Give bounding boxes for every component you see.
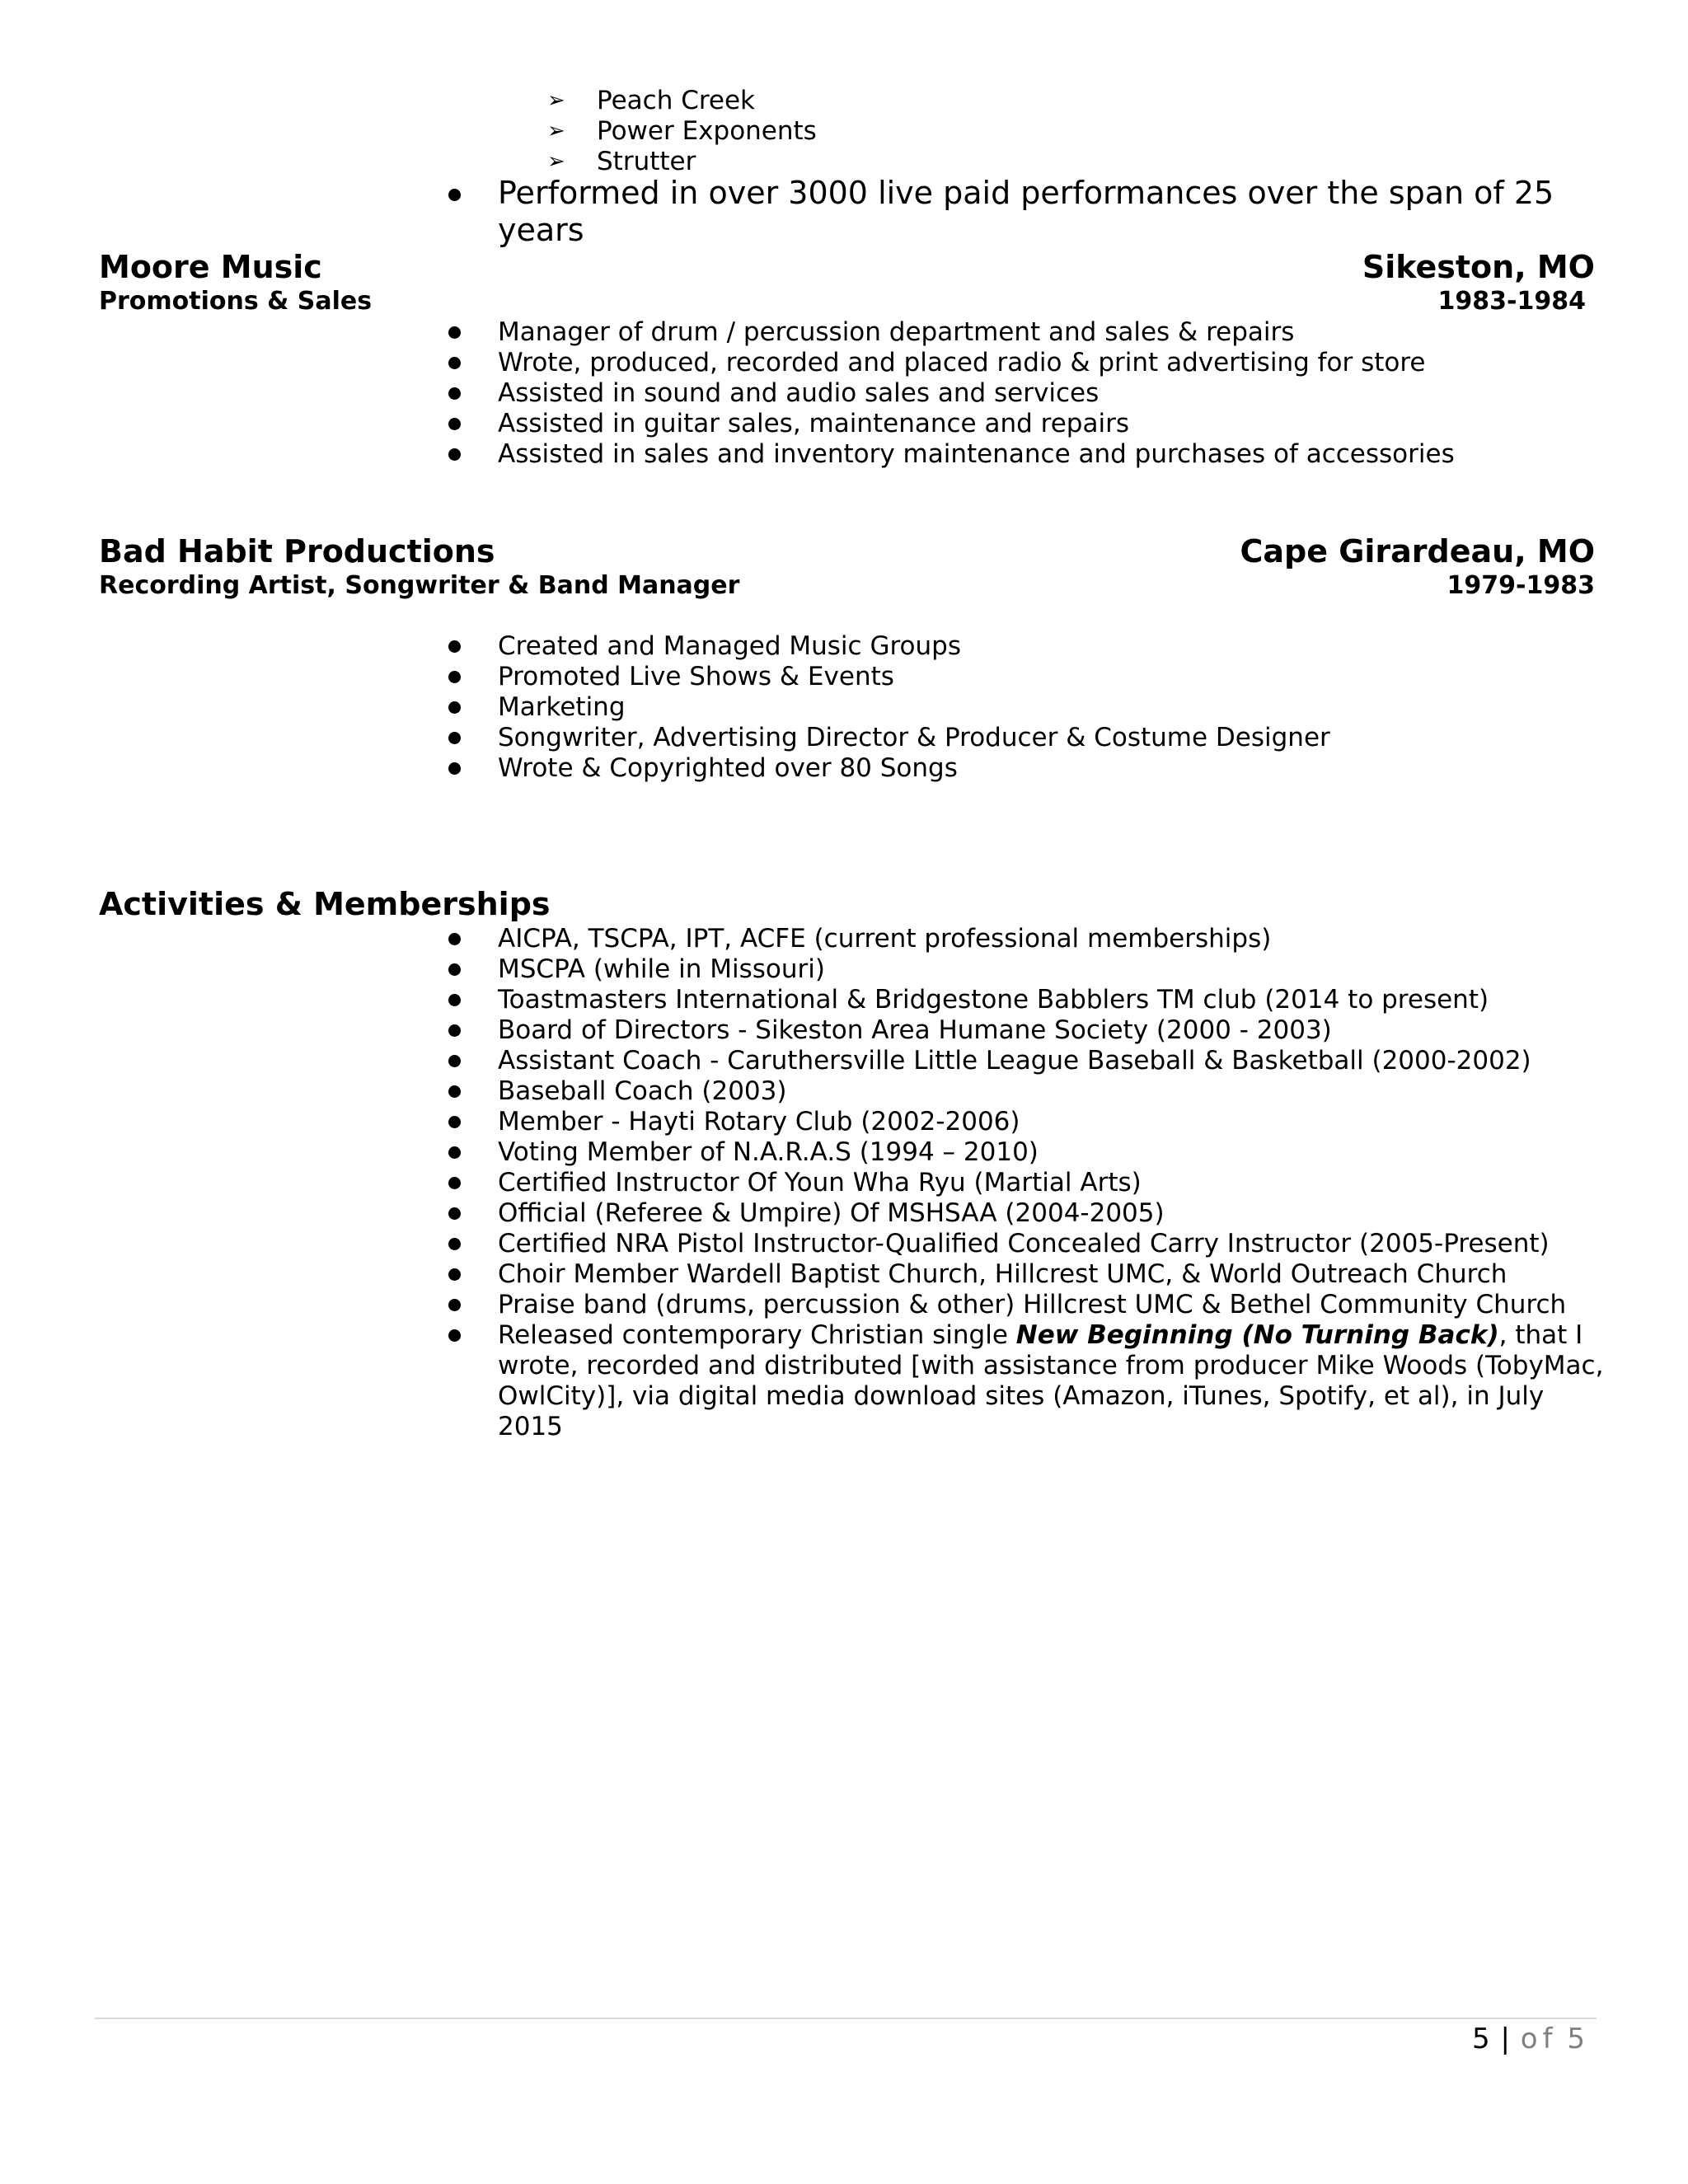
bullet-icon: [448, 1024, 461, 1037]
list-item-text: MSCPA (while in Missouri): [498, 954, 825, 984]
list-item: [498, 1107, 1603, 1137]
arrow-bullet-icon: ➢: [547, 119, 565, 143]
bullet-icon: [448, 1207, 461, 1220]
list-item-text: Strutter: [597, 147, 696, 176]
employer-location: Cape Girardeau, MO: [1240, 533, 1595, 569]
list-item-text: Songwriter, Advertising Director & Producer & Costume Designer: [498, 723, 1330, 752]
list-item: [498, 692, 1330, 723]
performances-bullet: [498, 175, 1611, 249]
bullet-icon: [448, 1268, 461, 1281]
list-item-continuation: [498, 1412, 1603, 1442]
list-item: [498, 348, 1455, 378]
list-item-continuation: [498, 1381, 1603, 1412]
list-item-text: Certified Instructor Of Youn Wha Ryu (Martial Arts): [498, 1168, 1142, 1197]
list-item-text: Board of Directors - Sikeston Area Humane Society (2000 - 2003): [498, 1015, 1332, 1045]
job-dates: 1983-1984: [1437, 287, 1586, 316]
list-item: [498, 1046, 1603, 1076]
list-item: [498, 409, 1455, 439]
list-item-text: Power Exponents: [597, 116, 817, 146]
bullet-icon: [448, 189, 461, 201]
list-item: [547, 116, 817, 147]
release-text-line3: OwlCity)], via digital media download sites (Amazon, iTunes, Spotify, et al), in July: [498, 1381, 1545, 1411]
list-item: [498, 723, 1330, 753]
list-item: [498, 1229, 1603, 1259]
job-title: Promotions & Sales: [99, 287, 373, 316]
bullet-icon: [448, 357, 461, 369]
list-item-text: Member - Hayti Rotary Club (2002-2006): [498, 1107, 1020, 1137]
list-item: [498, 753, 1330, 784]
list-item-single-release: [498, 1320, 1603, 1351]
bullet-icon: [448, 1329, 461, 1342]
list-item: [498, 1290, 1603, 1320]
list-item: [498, 378, 1455, 409]
arrow-bullet-icon: ➢: [547, 149, 565, 174]
list-item-text: Baseball Coach (2003): [498, 1076, 787, 1106]
page-total: 5: [1567, 2022, 1586, 2055]
employer-location: Sikeston, MO: [1362, 249, 1595, 285]
list-item-text: Assisted in guitar sales, maintenance and repairs: [498, 409, 1129, 438]
bullet-icon: [448, 1238, 461, 1250]
release-text-before: Released contemporary Christian single: [498, 1320, 1016, 1350]
bullet-icon: [448, 418, 461, 430]
section-heading: Activities & Memberships: [99, 886, 551, 922]
employer-name: Bad Habit Productions: [99, 533, 495, 569]
bullet-icon: [448, 701, 461, 714]
list-item-text: Wrote & Copyrighted over 80 Songs: [498, 753, 958, 783]
list-item-text: Marketing: [498, 692, 626, 722]
bullet-icon: [448, 1116, 461, 1128]
list-item: [498, 439, 1455, 470]
release-text-after: , that I: [1498, 1320, 1583, 1350]
job-title: Recording Artist, Songwriter & Band Manager: [99, 571, 740, 600]
list-item-text: Praise band (drums, percussion & other) Hillcrest UMC & Bethel Community Church: [498, 1290, 1567, 1319]
bullet-icon: [448, 1299, 461, 1311]
arrow-bullet-icon: ➢: [547, 88, 565, 113]
list-item-text: Promoted Live Shows & Events: [498, 662, 894, 691]
page-current: 5: [1472, 2022, 1491, 2055]
list-item: [498, 924, 1603, 954]
activities-list: [498, 924, 1603, 1442]
bullet-icon: [448, 1085, 461, 1098]
list-item: [498, 1259, 1603, 1290]
list-item: [498, 954, 1603, 985]
page-separator: |: [1500, 2022, 1511, 2055]
bullet-icon: [448, 933, 461, 945]
list-item-text: Peach Creek: [597, 86, 756, 115]
job-duties-list: [498, 631, 1330, 784]
bullet-icon: [448, 994, 461, 1006]
list-item-text: Voting Member of N.A.R.A.S (1994 – 2010): [498, 1137, 1039, 1167]
list-item-continuation: [498, 1351, 1603, 1381]
bullet-icon: [448, 326, 461, 339]
list-item: [498, 631, 1330, 662]
list-item-text: Official (Referee & Umpire) Of MSHSAA (2004-2005): [498, 1198, 1165, 1228]
bullet-icon: [448, 387, 461, 400]
list-item-text: Certified NRA Pistol Instructor-Qualified Concealed Carry Instructor (2005-Present): [498, 1229, 1550, 1258]
job-duties-list: [498, 317, 1455, 470]
bullet-icon: [448, 762, 461, 775]
bullet-icon: [448, 963, 461, 976]
list-item-text: Toastmasters International & Bridgestone Babblers TM club (2014 to present): [498, 985, 1489, 1015]
band-sub-list: [547, 86, 817, 177]
list-item-text: Choir Member Wardell Baptist Church, Hillcrest UMC, & World Outreach Church: [498, 1259, 1507, 1289]
bullet-icon: [448, 448, 461, 461]
bullet-icon: [448, 640, 461, 653]
bullet-icon: [448, 732, 461, 744]
bullet-icon: [448, 1177, 461, 1189]
job-dates: 1979-1983: [1447, 571, 1595, 600]
performances-text: Performed in over 3000 live paid performances over the span of 25 years: [498, 175, 1554, 248]
list-item-text: Assistant Coach - Caruthersville Little League Baseball & Basketball (2000-2002): [498, 1046, 1531, 1076]
bullet-icon: [448, 671, 461, 683]
list-item-text: Wrote, produced, recorded and placed radio & print advertising for store: [498, 348, 1426, 377]
page-of-label: of: [1520, 2022, 1558, 2055]
list-item-text: Manager of drum / percussion department and sales & repairs: [498, 317, 1295, 347]
list-item-text: Assisted in sales and inventory maintenance and purchases of accessories: [498, 439, 1455, 469]
footer-divider: [95, 2018, 1597, 2019]
bullet-icon: [448, 1146, 461, 1159]
list-item: [498, 1015, 1603, 1046]
list-item: [498, 985, 1603, 1015]
list-item: [547, 86, 817, 116]
list-item-text: Assisted in sound and audio sales and services: [498, 378, 1100, 408]
release-text-line4: 2015: [498, 1412, 563, 1441]
list-item: [547, 147, 817, 177]
list-item: [498, 1198, 1603, 1229]
list-item: [498, 662, 1330, 692]
page-number: [1472, 2021, 1586, 2057]
list-item-text: AICPA, TSCPA, IPT, ACFE (current professional memberships): [498, 924, 1272, 954]
list-item: [498, 317, 1455, 348]
list-item: [498, 1076, 1603, 1107]
list-item-text: Created and Managed Music Groups: [498, 631, 961, 661]
employer-name: Moore Music: [99, 249, 322, 285]
list-item: [498, 1168, 1603, 1198]
single-title: New Beginning (No Turning Back): [1015, 1320, 1499, 1350]
bullet-icon: [448, 1055, 461, 1067]
release-text-line2: wrote, recorded and distributed [with assistance from producer Mike Woods (TobyMac,: [498, 1351, 1604, 1380]
list-item: [498, 1137, 1603, 1168]
